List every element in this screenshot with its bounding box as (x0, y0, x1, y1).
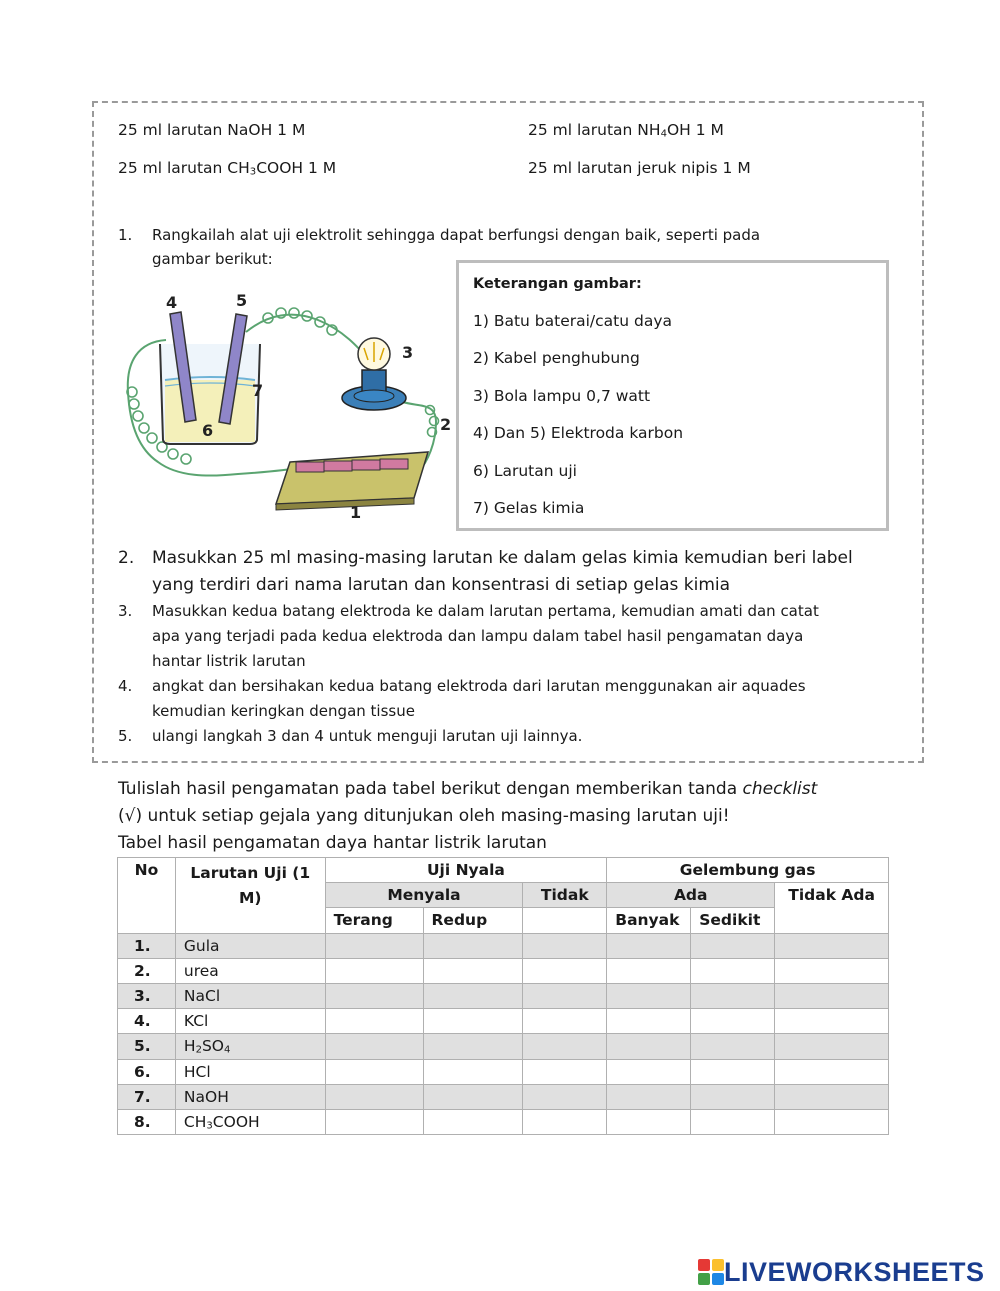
header-menyala: Menyala (325, 883, 523, 908)
cell-terang[interactable] (325, 1059, 423, 1084)
cell-sedikit[interactable] (691, 1034, 775, 1059)
cell-banyak[interactable] (607, 1084, 691, 1109)
cell-redup[interactable] (423, 1059, 523, 1084)
diagram-legend (456, 260, 889, 531)
step-2-number: 2. (118, 548, 135, 568)
cell-tidak-ada[interactable] (775, 1109, 889, 1134)
cell-redup[interactable] (423, 1034, 523, 1059)
cell-redup[interactable] (423, 1109, 523, 1134)
cell-sedikit[interactable] (691, 933, 775, 958)
header-redup: Redup (423, 908, 523, 933)
row-number: 3. (118, 983, 176, 1008)
table-row (118, 1059, 889, 1084)
cell-terang[interactable] (325, 983, 423, 1008)
cell-terang[interactable] (325, 933, 423, 958)
row-solution-name: urea (175, 958, 325, 983)
diagram-label-2: 2 (440, 415, 452, 434)
cell-tidak[interactable] (523, 1009, 607, 1034)
row-number: 7. (118, 1084, 176, 1109)
cell-tidak-ada[interactable] (775, 1084, 889, 1109)
liveworksheets-logo-text: LIVEWORKSHEETS (724, 1256, 985, 1287)
cell-tidak-ada[interactable] (775, 1059, 889, 1084)
material-nh4oh: 25 ml larutan $NH_4OH$ 1 M (528, 121, 724, 140)
diagram-label-3: 3 (402, 343, 414, 362)
step-3-text-line-2: apa yang terjadi pada kedua elektroda dan lampu dalam tabel hasil pengamatan daya (152, 627, 804, 645)
step-3-text-line-3: hantar listrik larutan (152, 652, 306, 670)
legend-item-4: 4) Dan 5) Elektroda karbon (473, 424, 684, 442)
legend-item-2: 2) Kabel penghubung (473, 349, 640, 367)
legend-item-3: 3) Bola lampu 0,7 watt (473, 387, 651, 405)
cell-banyak[interactable] (607, 958, 691, 983)
cell-tidak-ada[interactable] (775, 958, 889, 983)
table-row (118, 1034, 889, 1059)
cell-tidak-ada[interactable] (775, 1034, 889, 1059)
cell-tidak[interactable] (523, 1084, 607, 1109)
header-terang: Terang (325, 908, 423, 933)
row-solution-name: Gula (175, 933, 325, 958)
step-4-number: 4. (118, 677, 133, 695)
cell-tidak-ada[interactable] (775, 983, 889, 1008)
cell-tidak-ada[interactable] (775, 933, 889, 958)
cell-banyak[interactable] (607, 1034, 691, 1059)
header-tidak: Tidak (523, 883, 607, 908)
row-solution-name: KCl (175, 1009, 325, 1034)
legend-title: Keterangan gambar: (473, 276, 642, 292)
row-solution-name: NaOH (175, 1084, 325, 1109)
table-caption: Tabel hasil pengamatan daya hantar listrik larutan (118, 833, 547, 853)
step-4-text-line-1: angkat dan bersihakan kedua batang elektroda dari larutan menggunakan air aquades (152, 677, 806, 695)
row-solution-name: NaCl (175, 983, 325, 1008)
diagram-label-6: 6 (202, 421, 214, 440)
header-ada: Ada (607, 883, 775, 908)
cell-sedikit[interactable] (691, 1109, 775, 1134)
cell-tidak[interactable] (523, 958, 607, 983)
cell-banyak[interactable] (607, 1009, 691, 1034)
diagram-label-5: 5 (236, 291, 248, 310)
table-row (118, 1109, 889, 1134)
cell-redup[interactable] (423, 1084, 523, 1109)
header-banyak: Banyak (607, 908, 691, 933)
step-2-text-line-1: Masukkan 25 ml masing-masing larutan ke dalam gelas kimia kemudian beri label (152, 548, 853, 568)
cell-tidak[interactable] (523, 1034, 607, 1059)
cell-banyak[interactable] (607, 983, 691, 1008)
cell-tidak[interactable] (523, 983, 607, 1008)
cell-terang[interactable] (325, 1009, 423, 1034)
row-number: 2. (118, 958, 176, 983)
row-solution-name: HCl (175, 1059, 325, 1084)
header-tidak-ada: Tidak Ada (775, 883, 889, 933)
table-row (118, 983, 889, 1008)
step-4-text-line-2: kemudian keringkan dengan tissue (152, 702, 415, 720)
header-tidak-blank (523, 908, 607, 933)
cell-terang[interactable] (325, 1084, 423, 1109)
step-3-text-line-1: Masukkan kedua batang elektroda ke dalam larutan pertama, kemudian amati dan catat (152, 602, 819, 620)
diagram-label-1: 1 (350, 503, 362, 522)
cell-redup[interactable] (423, 958, 523, 983)
table-row (118, 958, 889, 983)
header-gelembung-gas: Gelembung gas (607, 858, 889, 883)
table-row (118, 933, 889, 958)
legend-item-5: 6) Larutan uji (473, 462, 577, 480)
row-number: 6. (118, 1059, 176, 1084)
cell-terang[interactable] (325, 958, 423, 983)
cell-tidak-ada[interactable] (775, 1009, 889, 1034)
material-naoh: 25 ml larutan NaOH 1 M (118, 121, 306, 139)
step-5-text-line-1: ulangi langkah 3 dan 4 untuk menguji larutan uji lainnya. (152, 727, 583, 745)
cell-redup[interactable] (423, 933, 523, 958)
step-3-number: 3. (118, 602, 133, 620)
step-2-text-line-2: yang terdiri dari nama larutan dan konsentrasi di setiap gelas kimia (152, 575, 731, 595)
cell-redup[interactable] (423, 983, 523, 1008)
row-number: 4. (118, 1009, 176, 1034)
legend-item-1: 1) Batu baterai/catu daya (473, 312, 673, 330)
legend-item-6: 7) Gelas kimia (473, 499, 585, 517)
liveworksheets-logo-icon (698, 1259, 724, 1285)
observation-table (117, 857, 889, 1135)
table-row (118, 1009, 889, 1034)
cell-terang[interactable] (325, 1109, 423, 1134)
cell-sedikit[interactable] (691, 1084, 775, 1109)
cell-terang[interactable] (325, 1034, 423, 1059)
liveworksheets-logo (698, 1257, 985, 1287)
cell-sedikit[interactable] (691, 983, 775, 1008)
header-uji-nyala: Uji Nyala (325, 858, 607, 883)
header-sedikit: Sedikit (691, 908, 775, 933)
material-ch3cooh: 25 ml larutan $CH_3COOH$ 1 M (118, 159, 337, 178)
cell-sedikit[interactable] (691, 958, 775, 983)
step-1-number: 1. (118, 226, 133, 244)
step-1-text-line-1: Rangkailah alat uji elektrolit sehingga dapat berfungsi dengan baik, seperti pada (152, 226, 761, 244)
cell-redup[interactable] (423, 1009, 523, 1034)
row-number: 1. (118, 933, 176, 958)
step-1-text-line-2: gambar berikut: (152, 250, 273, 268)
header-no: No (118, 858, 176, 934)
electrolyte-test-diagram (118, 291, 452, 524)
instruction-line-2: (√) untuk setiap gejala yang ditunjukan oleh masing-masing larutan uji! (118, 806, 730, 826)
cell-tidak[interactable] (523, 933, 607, 958)
header-larutan-uji: Larutan Uji (1 M) (175, 858, 325, 934)
instruction-line-1: Tulislah hasil pengamatan pada tabel berikut dengan memberikan tanda checklist (118, 779, 818, 799)
cell-banyak[interactable] (607, 1109, 691, 1134)
row-number: 8. (118, 1109, 176, 1134)
cell-banyak[interactable] (607, 1059, 691, 1084)
cell-sedikit[interactable] (691, 1059, 775, 1084)
cell-sedikit[interactable] (691, 1009, 775, 1034)
table-row (118, 1084, 889, 1109)
cell-banyak[interactable] (607, 933, 691, 958)
diagram-label-7: 7 (252, 381, 264, 400)
step-5-number: 5. (118, 727, 133, 745)
row-solution-name: $H_2SO_4$ (175, 1034, 325, 1059)
row-solution-name: $CH_3COOH$ (175, 1109, 325, 1134)
material-jeruk-nipis: 25 ml larutan jeruk nipis 1 M (528, 159, 751, 177)
diagram-label-4: 4 (166, 293, 178, 312)
cell-tidak[interactable] (523, 1109, 607, 1134)
cell-tidak[interactable] (523, 1059, 607, 1084)
row-number: 5. (118, 1034, 176, 1059)
